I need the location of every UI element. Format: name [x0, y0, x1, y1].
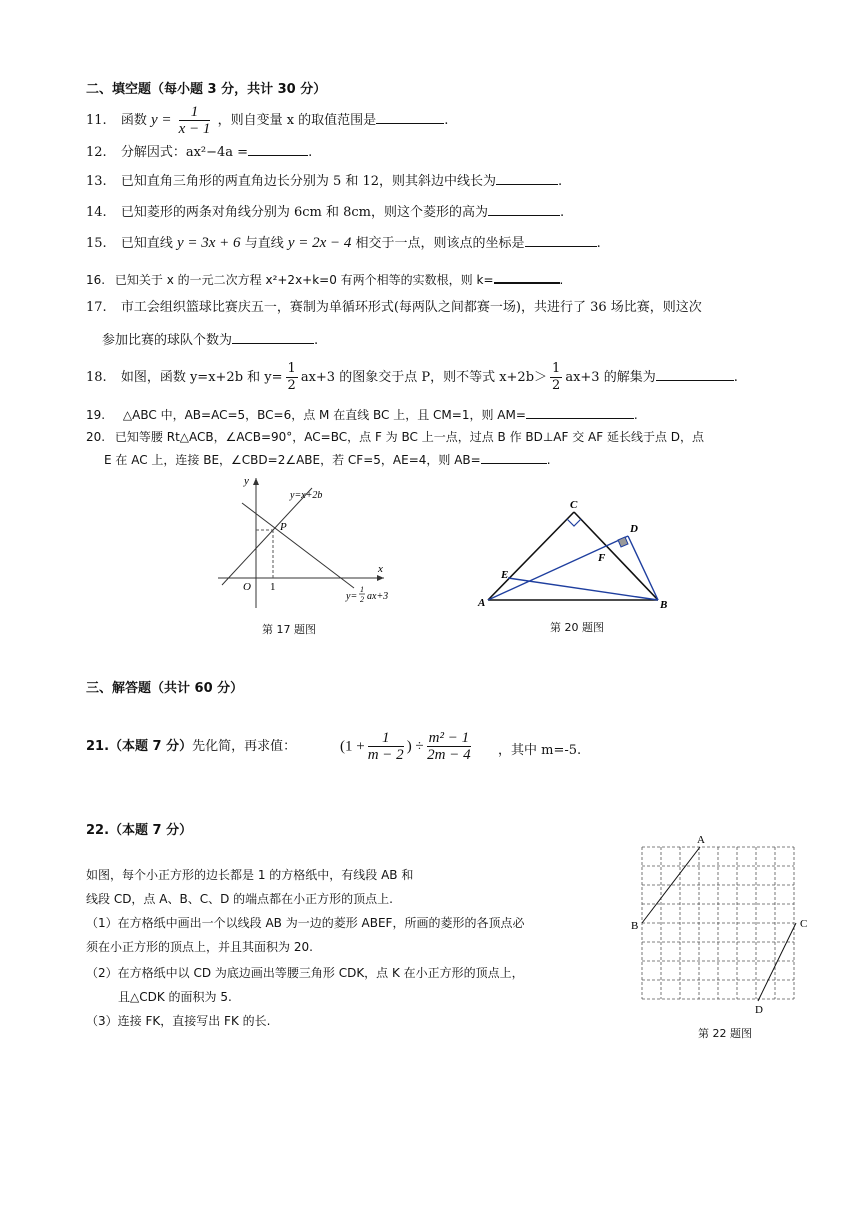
question-20	[86, 428, 704, 446]
figure-20-triangle	[470, 494, 680, 614]
answer-blank[interactable]	[232, 331, 314, 344]
period: .	[546, 453, 551, 467]
y-axis-arrow	[253, 478, 259, 485]
question-17-cont	[102, 331, 318, 350]
question-16	[86, 270, 563, 289]
question-19	[86, 406, 638, 424]
figure-17-caption: 第 17 题图	[262, 623, 316, 636]
question-13	[86, 172, 562, 191]
origin-label: O	[243, 581, 251, 593]
vertex-a-label: A	[478, 597, 486, 609]
fraction-denominator: 2	[287, 378, 296, 393]
fraction-numerator: 1	[179, 104, 211, 121]
question-17	[86, 299, 702, 317]
fraction-numerator: 1	[287, 361, 296, 376]
question-number: 17.	[86, 300, 107, 315]
question-12	[86, 143, 312, 162]
fraction-half	[550, 361, 562, 394]
question-number: 12.	[86, 145, 107, 160]
question-text: 已知菱形的两条对角线分别为 6cm 和 8cm，则这个菱形的高为	[120, 205, 488, 220]
segment-cd	[758, 923, 796, 1001]
question-number: 11.	[86, 113, 107, 128]
figure-22-caption: 第 22 题图	[698, 1027, 752, 1040]
period: .	[558, 174, 563, 189]
section-title-fill-in: 二、填空题（每小题 3 分，共计 30 分）	[86, 82, 327, 97]
fraction-numerator: m² − 1	[428, 730, 470, 746]
answer-blank[interactable]	[376, 111, 444, 124]
point-f-label: F	[598, 552, 606, 564]
vertex-b-label: B	[660, 599, 668, 611]
segment-ac	[488, 512, 574, 600]
period: .	[596, 236, 601, 251]
q21-condition: ，其中 m=-5.	[498, 743, 582, 758]
question-text: 已知关于 x 的一元二次方程 x²+2x+k=0 有两个相等的实数根，则 k=	[114, 273, 494, 287]
line1-label: y=x+2b	[290, 490, 323, 501]
fraction-denominator: 2	[552, 378, 561, 393]
period: .	[559, 273, 564, 287]
q22-line-1: 如图，每个小正方形的边长都是 1 的方格纸中，有线段 AB 和	[86, 868, 414, 882]
x-axis-label: x	[378, 563, 383, 575]
section-title-solutions: 三、解答题（共计 60 分）	[86, 681, 244, 696]
point-b-label: B	[631, 920, 639, 932]
figure-17-graph	[212, 468, 392, 613]
question-number: 14.	[86, 205, 107, 220]
period: .	[444, 113, 449, 128]
fraction	[179, 104, 211, 137]
equation-1: y = 3x + 6	[176, 235, 241, 251]
equation-2: y = 2x − 4	[287, 235, 352, 251]
fraction-half	[286, 361, 298, 394]
answer-blank[interactable]	[656, 368, 734, 381]
y-axis-label: y	[244, 475, 249, 487]
vertex-c-label: C	[570, 499, 578, 511]
question-text: 已知直角三角形的两直角边长分别为 5 和 12，则其斜边中线长为	[120, 174, 497, 189]
line2-label-prefix: y=	[346, 591, 358, 602]
point-d-label: D	[755, 1004, 763, 1016]
fraction-1	[368, 730, 404, 763]
answer-blank[interactable]	[526, 406, 634, 419]
question-text: 与直线	[244, 236, 284, 251]
question-text: △ABC 中，AB=AC=5，BC=6，点 M 在直线 BC 上，且 CM=1，则 AM=	[122, 408, 526, 422]
q22-part-2a: （2）在方格纸中以 CD 为底边画出等腰三角形 CDK，点 K 在小正方形的顶点上，	[86, 966, 524, 980]
point-c-label: C	[800, 918, 808, 930]
period: .	[633, 408, 638, 422]
answer-blank[interactable]	[525, 234, 597, 247]
question-text: 分解因式：ax²−4a =	[120, 145, 249, 160]
question-21	[86, 738, 296, 756]
question-text-line-1: 市工会组织篮球比赛庆五一，赛制为单循环形式(每两队之间都赛一场)，共进行了 36 场比赛，则这次	[120, 300, 702, 315]
question-text-line-2: 参加比赛的球队个数为	[102, 333, 233, 348]
question-number: 22.	[86, 823, 110, 838]
question-text: 相交于一点，则该点的坐标是	[355, 236, 525, 251]
line2-label-num: 1	[360, 585, 364, 594]
question-number: 18.	[86, 370, 107, 385]
vertex-d-label: D	[630, 523, 638, 535]
question-number: 21.	[86, 739, 110, 754]
q22-part-3: （3）连接 FK，直接写出 FK 的长.	[86, 1014, 271, 1028]
fraction-numerator: 1	[552, 361, 561, 376]
period: .	[733, 370, 738, 385]
segment-db	[628, 536, 658, 600]
question-22	[86, 822, 192, 840]
segment-cb	[574, 512, 658, 600]
question-text-line-1: 已知等腰 Rt△ACB，∠ACB=90°，AC=BC，点 F 为 BC 上一点，过点 B 作 BD⊥AF 交 AF 延长线于点 D，点	[114, 430, 705, 444]
q22-part-1b: 须在小正方形的顶点上，并且其面积为 20.	[86, 940, 313, 954]
question-number: 15.	[86, 236, 107, 251]
question-15	[86, 234, 601, 253]
point-e-label: E	[501, 569, 509, 581]
point-a-label: A	[697, 834, 705, 846]
q21-expression	[340, 730, 474, 763]
function-y: y =	[150, 112, 172, 128]
figure-22-grid	[630, 830, 820, 1020]
point-p-label: P	[280, 521, 287, 533]
question-text: 函数	[120, 113, 147, 128]
question-number: 20.	[86, 430, 106, 444]
question-text: ax+3 的图象交于点 P，则不等式 x+2b＞	[300, 370, 548, 385]
question-text: 已知直线	[120, 236, 173, 251]
figure-20-caption: 第 20 题图	[550, 621, 604, 634]
right-angle-c	[567, 519, 581, 526]
line-y-x-plus-2b	[222, 488, 312, 585]
question-14	[86, 203, 564, 222]
question-number: 19.	[86, 408, 106, 422]
segment-ab	[642, 847, 700, 923]
question-text-line-2: E 在 AC 上，连接 BE，∠CBD=2∠ABE，若 CF=5，AE=4，则 AB=	[104, 453, 481, 467]
q22-part-1a: （1）在方格纸中画出一个以线段 AB 为一边的菱形 ABEF，所画的菱形的各顶点必	[86, 916, 525, 930]
question-number: 16.	[86, 273, 106, 287]
question-text: 先化简，再求值：	[192, 739, 297, 754]
question-number: 13.	[86, 174, 107, 189]
expr-open: (1 +	[340, 738, 365, 755]
line2-label-den: 2	[360, 595, 364, 604]
q22-line-2: 线段 CD，点 A、B、C、D 的端点都在小正方形的顶点上.	[86, 892, 393, 906]
question-text: ，则自变量 x 的取值范围是	[217, 113, 377, 128]
segment-eb	[508, 578, 658, 600]
question-11	[86, 104, 448, 137]
period: .	[314, 333, 319, 348]
question-18	[86, 361, 738, 394]
question-points: （本题 7 分）	[109, 823, 193, 838]
fraction-denominator: 2m − 4	[427, 747, 471, 763]
expr-divide: ) ÷	[406, 738, 424, 755]
fraction-denominator: x − 1	[178, 121, 211, 137]
x-axis-arrow	[377, 575, 384, 581]
period: .	[559, 205, 565, 220]
tick-label-1: 1	[270, 581, 276, 593]
question-20-cont	[104, 451, 551, 469]
line2-label-suffix: ax+3	[367, 591, 389, 602]
answer-blank[interactable]	[248, 143, 308, 156]
q22-part-2b: 且△CDK 的面积为 5.	[118, 990, 232, 1004]
question-text: ax+3 的解集为	[565, 370, 656, 385]
answer-blank[interactable]	[488, 203, 560, 216]
answer-blank[interactable]	[481, 451, 547, 464]
question-text: 如图，函数 y=x+2b 和 y=	[120, 370, 283, 385]
answer-blank[interactable]	[496, 172, 558, 185]
grid-lines	[642, 847, 794, 999]
fraction-2	[427, 730, 471, 763]
fraction-denominator: m − 2	[367, 747, 404, 763]
period: .	[308, 145, 313, 160]
fraction-numerator: 1	[368, 730, 404, 747]
segment-ad	[488, 536, 628, 600]
right-angle-d	[618, 537, 628, 547]
question-points: （本题 7 分）	[109, 739, 193, 754]
answer-blank[interactable]	[494, 270, 560, 284]
